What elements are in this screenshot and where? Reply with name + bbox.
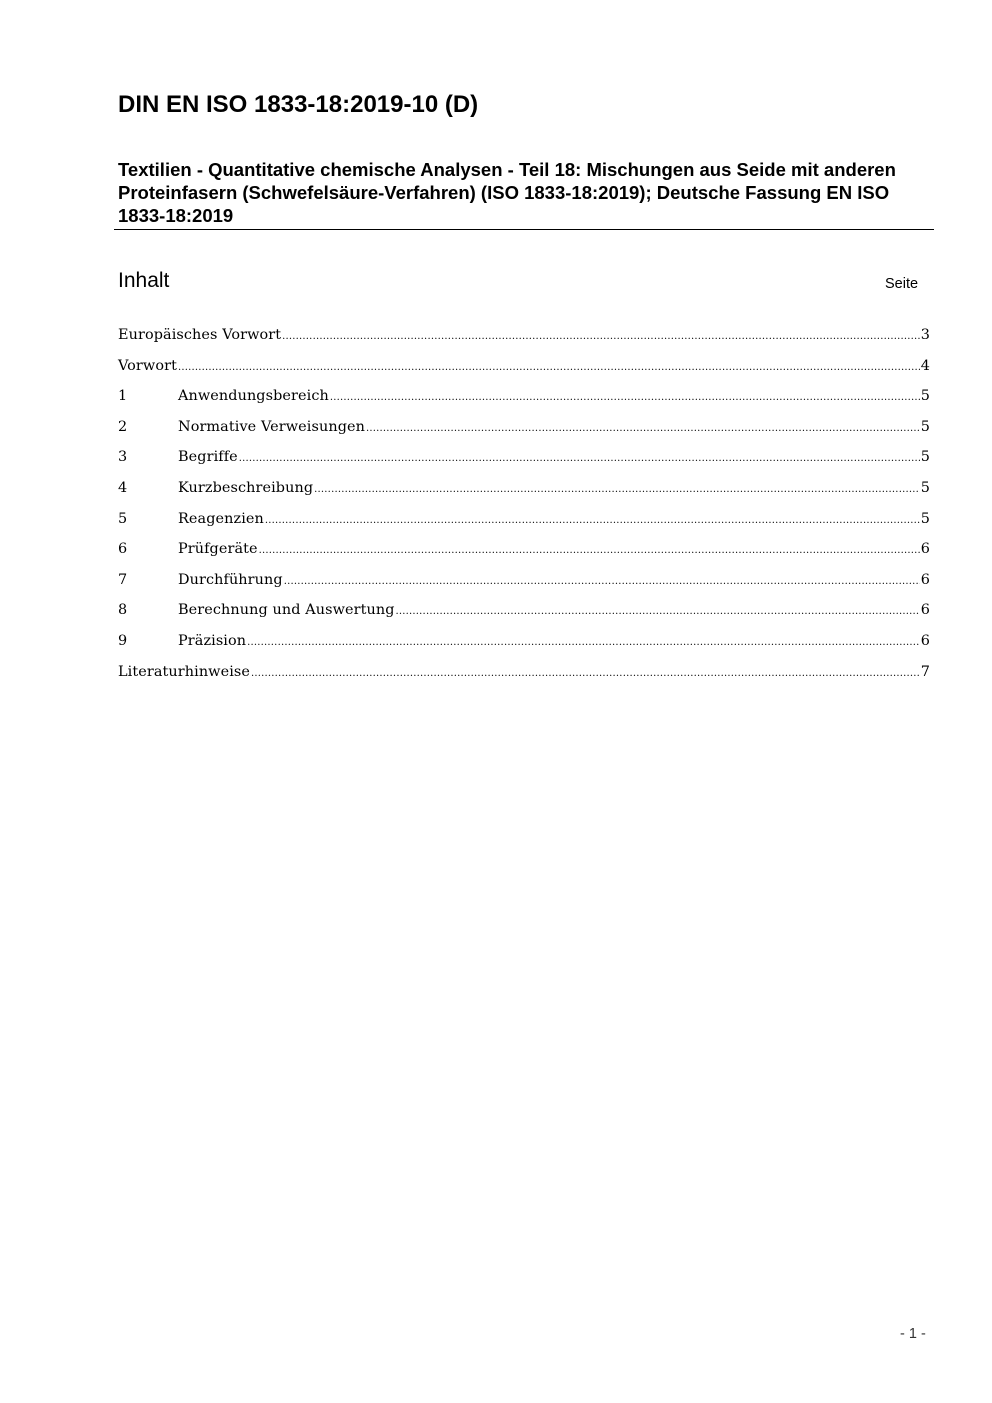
toc-entry-number: 8 (118, 602, 128, 619)
toc-entry[interactable] (118, 356, 930, 387)
toc-entry[interactable] (118, 386, 930, 417)
toc-entry[interactable] (118, 600, 930, 631)
toc-dot-leader (396, 602, 920, 622)
toc-page-column-heading: Seite (885, 276, 919, 292)
toc-dot-leader (251, 664, 920, 684)
toc-entry[interactable] (118, 631, 930, 662)
toc-entry[interactable] (118, 539, 930, 570)
toc-entry-label: Literaturhinweise (118, 663, 251, 680)
toc-entry-page: 7 (920, 663, 930, 680)
toc-dot-leader (366, 419, 920, 439)
toc-entry-label: Vorwort (118, 357, 177, 374)
toc-entry-page: 5 (920, 479, 930, 496)
toc-entry-label: Reagenzien (178, 510, 264, 527)
toc-entry-page: 5 (920, 510, 930, 527)
toc-dot-leader (239, 449, 920, 469)
toc-dot-leader (330, 388, 920, 408)
toc-entry-label: Durchführung (178, 571, 283, 588)
toc-entry-label: Europäisches Vorwort (118, 327, 282, 343)
toc-entry-number: 3 (118, 449, 128, 466)
toc-entry-page: 6 (920, 541, 930, 558)
toc-dot-leader (284, 572, 920, 592)
toc-entry-label: Normative Verweisungen (178, 418, 365, 435)
toc-entry-label: Prüfgeräte (178, 541, 258, 558)
toc-entry-page: 4 (920, 357, 930, 374)
toc-dot-leader (314, 480, 920, 500)
toc-dot-leader (259, 541, 920, 561)
toc-entry-label: Begriffe (178, 449, 238, 466)
toc-entry-number: 6 (118, 541, 128, 558)
toc-entry-page: 5 (920, 388, 930, 405)
document-subtitle: Textilien - Quantitative chemische Analysen - Teil 18: Mischungen aus Seide mit anderen Proteinfasern (Schwefelsäure-Verfahren) (ISO 1833-18:2019); Deutsche Fassung EN ISO 1833-18:2019 (118, 159, 896, 226)
toc-dot-leader (178, 358, 920, 378)
toc-entry[interactable] (118, 662, 930, 693)
page-number-footer: - 1 - (900, 1326, 926, 1342)
toc-entry-page: 5 (920, 449, 930, 466)
toc-entry-page: 6 (920, 602, 930, 619)
toc-entry-number: 1 (118, 388, 128, 405)
toc-entry[interactable] (118, 509, 930, 540)
toc-entry[interactable] (118, 570, 930, 601)
toc-entry-label: Anwendungsbereich (178, 388, 329, 405)
toc-entry[interactable] (118, 325, 930, 356)
toc-entry[interactable] (118, 417, 930, 448)
toc-entry-label: Präzision (178, 632, 247, 649)
subtitle-divider (114, 229, 934, 230)
toc-entry[interactable] (118, 478, 930, 509)
toc-dot-leader (282, 327, 920, 347)
toc-entry-page: 6 (920, 571, 930, 588)
toc-dot-leader (247, 633, 920, 653)
toc-entry-page: 5 (920, 418, 930, 435)
toc-entry-number: 2 (118, 418, 128, 435)
toc-entry[interactable] (118, 447, 930, 478)
toc-entry-label: Kurzbeschreibung (178, 479, 314, 496)
toc-entry-page: 3 (920, 327, 930, 343)
toc-dot-leader (265, 511, 920, 531)
toc-entry-page: 6 (920, 632, 930, 649)
toc-entry-number: 4 (118, 479, 128, 496)
toc-heading: Inhalt (118, 269, 170, 292)
toc-entry-number: 7 (118, 571, 128, 588)
toc-entry-number: 5 (118, 510, 128, 527)
document-title: DIN EN ISO 1833-18:2019-10 (D) (118, 91, 479, 118)
table-of-contents (118, 325, 930, 692)
toc-entry-number: 9 (118, 632, 128, 649)
toc-entry-label: Berechnung und Auswertung (178, 602, 395, 619)
